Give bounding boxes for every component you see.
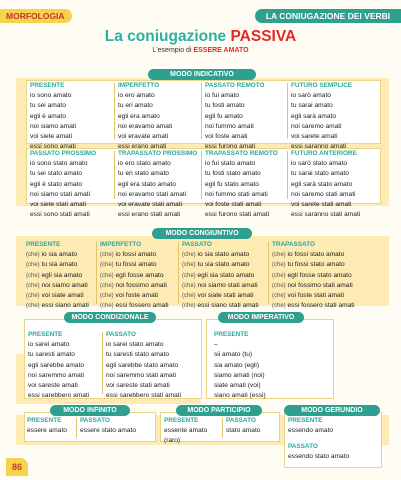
tense-heading: PRESENTE (28, 331, 63, 338)
conjugation-text: essi siano stati amati (197, 302, 259, 310)
conjugation-text: voi siete stati amati (30, 201, 87, 209)
conjugation-column (164, 416, 207, 447)
conjugation-text: essi furono stati amati (205, 211, 270, 219)
conjugation-text: essi sarebbero amati (28, 392, 90, 400)
conjugation-column (205, 81, 265, 152)
conjugation-row (100, 281, 169, 291)
conjugation-text: voi eravate stati amati (118, 201, 183, 209)
conjugation-row (288, 426, 333, 436)
conjugation-text: (raro) (164, 437, 181, 445)
conjugation-row (205, 180, 278, 190)
che-prefix: (che) (182, 282, 196, 289)
tense-heading: PRESENTE (288, 417, 323, 424)
tense-heading: PASSATO (226, 417, 256, 424)
conjugation-text: io sarei amato (28, 341, 70, 349)
conjugation-text: stato amato (226, 427, 261, 435)
conjugation-row (288, 452, 349, 462)
conjugation-text: essendo amato (288, 427, 334, 435)
che-prefix: (che) (272, 262, 286, 269)
tense-heading: PASSATO REMOTO (205, 82, 265, 89)
conjugation-column (80, 416, 136, 436)
conjugation-column (205, 149, 278, 220)
tense-heading: PRESENTE (26, 241, 61, 248)
conjugation-column (272, 240, 355, 311)
conjugation-column (288, 442, 349, 462)
column-divider (178, 242, 179, 304)
che-prefix: (che) (100, 262, 114, 269)
conjugation-text: tu sia stato amato (197, 261, 250, 269)
che-prefix: (che) (272, 272, 286, 279)
conjugation-text: tu sarai amato (291, 102, 333, 110)
conjugation-row (28, 391, 89, 401)
conjugation-row (100, 301, 169, 311)
conjugation-text: egli sarà stato amato (291, 180, 353, 188)
conjugation-text: egli sia amato (41, 271, 83, 279)
conjugation-text: voi eravate amati (118, 133, 169, 141)
indicativo-label: MODO INDICATIVO (148, 69, 256, 80)
conjugation-text: io fossi stato amato (287, 251, 345, 259)
column-divider (287, 151, 288, 199)
conjugation-row (291, 169, 360, 179)
conjugation-text: egli è stato amato (30, 180, 83, 188)
page-title (0, 28, 401, 46)
conjugation-row (214, 361, 266, 371)
conjugation-row (118, 169, 197, 179)
column-divider (201, 83, 202, 139)
conjugation-text: noi eravamo stati amati (118, 190, 187, 198)
conjugation-text: essi erano amati (118, 143, 167, 151)
conjugation-text: noi siamo amati (41, 281, 88, 289)
conjugation-text: essi siano amati (41, 302, 89, 310)
tense-heading: PASSATO PROSSIMO (30, 150, 97, 157)
conjugation-row (30, 132, 76, 142)
conjugation-text: voi foste amati (115, 292, 159, 300)
conjugation-text: voi siete amati (30, 133, 73, 141)
conjugation-row (30, 159, 96, 169)
conjugation-row (272, 260, 355, 270)
conjugation-row (30, 112, 76, 122)
conjugation-row (272, 281, 355, 291)
tense-heading: PASSATO (182, 241, 212, 248)
che-prefix: (che) (182, 262, 196, 269)
conjugation-text: io sarò amato (291, 92, 331, 100)
conjugation-text: – (214, 341, 218, 349)
conjugation-text: essere stato amato (80, 427, 137, 435)
conjugation-row (226, 426, 260, 436)
tense-heading: TRAPASSATO (272, 241, 315, 248)
conjugation-text: tu saresti amato (28, 351, 75, 359)
column-divider (102, 332, 103, 394)
conjugation-text: tu sia amato (41, 261, 78, 269)
che-prefix: (che) (272, 252, 286, 259)
conjugation-text: voi foste amati (205, 133, 248, 141)
conjugation-text: egli era stato amato (118, 180, 176, 188)
conjugation-row (118, 180, 197, 190)
conjugation-text: io fui amato (205, 92, 240, 100)
conjugation-text: egli sarebbe amato (28, 361, 85, 369)
che-prefix: (che) (100, 272, 114, 279)
conjugation-column (118, 149, 197, 220)
conjugation-row (30, 180, 96, 190)
conjugation-text: voi sarete amati (291, 133, 338, 141)
conjugation-row (100, 260, 169, 270)
conjugation-row (205, 210, 278, 220)
conjugation-row (182, 301, 259, 311)
conjugation-column (28, 330, 89, 401)
conjugation-row (272, 291, 355, 301)
conjugation-column (30, 81, 76, 152)
che-prefix: (che) (272, 282, 286, 289)
conjugation-column (26, 240, 89, 311)
conjugation-row (26, 260, 89, 270)
conjugation-row (100, 291, 169, 301)
participio-label: MODO PARTICIPIO (176, 405, 262, 416)
conjugation-text: egli sarà amato (291, 112, 337, 120)
conjugation-row (164, 436, 207, 446)
conjugation-row (205, 112, 265, 122)
conjugation-row (100, 250, 169, 260)
conjugation-row (118, 159, 197, 169)
conjugation-row (291, 101, 352, 111)
conjugation-row (80, 426, 136, 436)
subtitle-prefix: L'esempio di (152, 47, 194, 54)
conjugation-text: essente amato (164, 427, 208, 435)
conjugation-row (291, 180, 360, 190)
conjugation-text: essi saranno amati (291, 143, 347, 151)
conjugation-text: egli è amato (30, 112, 66, 120)
conjugation-row (28, 340, 89, 350)
conjugation-row (26, 301, 89, 311)
conjugation-row (106, 391, 181, 401)
conjugation-row (118, 190, 197, 200)
conjugation-text: io fui stato amato (205, 160, 256, 168)
conjugation-row (118, 132, 172, 142)
conjugation-row (106, 361, 181, 371)
conjugation-text: tu eri stato amato (118, 170, 169, 178)
conjugation-row (118, 200, 197, 210)
conjugation-text: egli sia stato amato (197, 271, 255, 279)
infinito-label: MODO INFINITO (50, 405, 130, 416)
conjugation-text: essi fossero stati amati (287, 302, 355, 310)
conjugation-text: voi siate amati (41, 292, 84, 300)
conjugation-row (214, 371, 266, 381)
conjugation-text: siano amati (essi) (214, 392, 266, 400)
conjugation-text: voi sareste stati amati (106, 382, 170, 390)
conjugation-text: voi sarete stati amati (291, 201, 352, 209)
tense-heading: TRAPASSATO REMOTO (205, 150, 278, 157)
conjugation-text: noi eravamo amati (118, 122, 173, 130)
condizionale-label: MODO CONDIZIONALE (64, 312, 156, 323)
conjugation-text: noi saremo amati (291, 122, 342, 130)
subtitle-verb: ESSERE AMATO (193, 47, 249, 54)
conjugation-row (30, 190, 96, 200)
che-prefix: (che) (182, 272, 196, 279)
conjugation-text: noi siamo amati (30, 122, 77, 130)
conjugation-text: essi erano stati amati (118, 211, 181, 219)
conjugation-row (205, 122, 265, 132)
conjugation-text: io sia amato (41, 251, 78, 259)
conjugation-row (106, 381, 181, 391)
column-divider (287, 83, 288, 139)
conjugation-row (214, 350, 266, 360)
column-divider (268, 242, 269, 304)
conjugation-row (106, 371, 181, 381)
conjugation-text: tu fossi stato amato (287, 261, 345, 269)
conjugation-text: egli sarebbe stato amato (106, 361, 179, 369)
conjugation-row (205, 169, 278, 179)
conjugation-row (182, 260, 259, 270)
conjugation-text: noi fossimo amati (115, 281, 167, 289)
tense-heading: PRESENTE (27, 417, 62, 424)
conjugation-row (30, 91, 76, 101)
conjugation-row (26, 271, 89, 281)
conjugation-column (100, 240, 169, 311)
tense-heading: IMPERFETTO (118, 82, 160, 89)
conjugation-row (30, 200, 96, 210)
conjugation-text: tu sei amato (30, 102, 66, 110)
conjugation-text: egli fosse amato (115, 271, 164, 279)
conjugation-row (118, 91, 172, 101)
conjugation-row (26, 291, 89, 301)
conjugation-text: sia amato (egli) (214, 361, 260, 369)
conjugation-text: io sia stato amato (197, 251, 250, 259)
title-part2: PASSIVA (230, 28, 297, 45)
conjugation-row (291, 200, 360, 210)
conjugation-text: noi fummo amati (205, 122, 254, 130)
conjugation-column (214, 330, 266, 401)
conjugation-column (182, 240, 259, 311)
conjugation-row (182, 281, 259, 291)
title-part1: La coniugazione (104, 28, 231, 45)
che-prefix: (che) (26, 252, 40, 259)
conjugation-row (30, 169, 96, 179)
tense-heading: IMPERFETTO (100, 241, 142, 248)
conjugation-text: io ero stato amato (118, 160, 171, 168)
conjugation-text: essi sarebbero stati amati (106, 392, 182, 400)
conjugation-row (214, 340, 266, 350)
conjugation-row (100, 271, 169, 281)
column-divider (96, 242, 97, 304)
che-prefix: (che) (100, 293, 114, 300)
che-prefix: (che) (26, 262, 40, 269)
conjugation-row (118, 112, 172, 122)
conjugation-text: tu sarai stato amato (291, 170, 349, 178)
conjugation-column (106, 330, 181, 401)
conjugation-text: tu fossi amato (115, 261, 157, 269)
conjugation-text: noi fossimo stati amati (287, 281, 353, 289)
column-divider (114, 83, 115, 139)
conjugation-column (30, 149, 96, 220)
conjugation-text: essi furono amati (205, 143, 256, 151)
conjugation-text: voi siate stati amati (197, 292, 254, 300)
tense-heading: PASSATO (80, 417, 110, 424)
che-prefix: (che) (182, 303, 196, 310)
conjugation-text: io sono amato (30, 92, 72, 100)
conjugation-row (118, 210, 197, 220)
che-prefix: (che) (100, 282, 114, 289)
conjugation-row (164, 426, 207, 436)
conjugation-text: egli fu amato (205, 112, 243, 120)
conjugation-row (118, 122, 172, 132)
conjugation-row (30, 210, 96, 220)
conjugation-row (272, 250, 355, 260)
conjugation-text: siamo amati (noi) (214, 371, 265, 379)
conjugation-text: sii amato (tu) (214, 351, 253, 359)
tense-heading: PASSATO (288, 443, 318, 450)
column-divider (222, 418, 223, 438)
conjugation-row (205, 200, 278, 210)
conjugation-row (205, 91, 265, 101)
conjugation-row (205, 190, 278, 200)
conjugation-column (27, 416, 67, 436)
conjugation-row (291, 91, 352, 101)
che-prefix: (che) (26, 272, 40, 279)
conjugation-text: voi foste stati amati (287, 292, 344, 300)
conjugation-row (118, 101, 172, 111)
che-prefix: (che) (182, 293, 196, 300)
column-divider (76, 418, 77, 438)
conjugation-row (214, 391, 266, 401)
conjugation-row (291, 122, 352, 132)
tense-heading: FUTURO SEMPLICE (291, 82, 353, 89)
conjugation-text: egli fu stato amato (205, 180, 259, 188)
conjugation-row (106, 350, 181, 360)
conjugation-text: essi sono amati (30, 143, 76, 151)
conjugation-row (291, 210, 360, 220)
conjugation-row (28, 361, 89, 371)
conjugation-row (182, 291, 259, 301)
conjugation-text: noi siamo stati amati (30, 190, 91, 198)
conjugation-row (30, 122, 76, 132)
page-number: 86 (6, 458, 28, 476)
conjugation-row (205, 159, 278, 169)
congiuntivo-label: MODO CONGIUNTIVO (152, 228, 252, 239)
conjugation-row (27, 426, 67, 436)
conjugation-row (291, 159, 360, 169)
conjugation-text: io sono stato amato (30, 160, 88, 168)
column-divider (114, 151, 115, 199)
conjugation-row (205, 101, 265, 111)
conjugation-text: voi sareste amati (28, 382, 78, 390)
che-prefix: (che) (26, 293, 40, 300)
che-prefix: (che) (100, 252, 114, 259)
che-prefix: (che) (272, 303, 286, 310)
conjugation-column (118, 81, 172, 152)
conjugation-text: io sarò stato amato (291, 160, 348, 168)
conjugation-text: essi fossero amati (115, 302, 169, 310)
che-prefix: (che) (100, 303, 114, 310)
conjugation-text: noi saremmo amati (28, 371, 85, 379)
conjugation-row (272, 271, 355, 281)
conjugation-row (182, 250, 259, 260)
conjugation-text: tu saresti stato amato (106, 351, 170, 359)
conjugation-row (30, 101, 76, 111)
conjugation-text: tu eri amato (118, 102, 153, 110)
chapter-tag: LA CONIUGAZIONE DEI VERBI (255, 9, 401, 23)
che-prefix: (che) (26, 282, 40, 289)
conjugation-text: io fossi amato (115, 251, 157, 259)
conjugation-text: noi saremmo stati amati (106, 371, 176, 379)
conjugation-text: egli fosse stato amato (287, 271, 352, 279)
tense-heading: PRESENTE (214, 331, 249, 338)
conjugation-row (28, 350, 89, 360)
conjugation-row (205, 132, 265, 142)
conjugation-row (291, 190, 360, 200)
conjugation-text: siate amati (voi) (214, 382, 261, 390)
tense-heading: PASSATO (106, 331, 136, 338)
conjugation-row (182, 271, 259, 281)
conjugation-column (291, 81, 352, 152)
conjugation-row (214, 381, 266, 391)
conjugation-text: essendo stato amato (288, 453, 350, 461)
section-tag: MORFOLOGIA (0, 9, 72, 23)
conjugation-text: io ero amato (118, 92, 155, 100)
conjugation-text: essi sono stati amati (30, 211, 90, 219)
conjugation-row (106, 340, 181, 350)
conjugation-text: io sarei stato amato (106, 341, 164, 349)
tense-heading: PRESENTE (164, 417, 199, 424)
conjugation-text: noi siamo stati amati (197, 281, 258, 289)
conjugation-column (226, 416, 260, 436)
conjugation-row (28, 381, 89, 391)
conjugation-text: tu fosti stato amato (205, 170, 261, 178)
conjugation-row (26, 250, 89, 260)
conjugation-text: noi fummo stati amati (205, 190, 268, 198)
che-prefix: (che) (182, 252, 196, 259)
conjugation-column (291, 149, 360, 220)
column-divider (201, 151, 202, 199)
imperativo-label: MODO IMPERATIVO (218, 312, 304, 323)
conjugation-row (272, 301, 355, 311)
conjugation-text: tu sei stato amato (30, 170, 83, 178)
conjugation-text: voi foste stati amati (205, 201, 262, 209)
conjugation-row (291, 132, 352, 142)
conjugation-text: tu fosti amato (205, 102, 245, 110)
conjugation-text: essere amato (27, 427, 67, 435)
gerundio-label: MODO GERUNDIO (284, 405, 380, 416)
conjugation-row (291, 112, 352, 122)
conjugation-text: essi saranno stati amati (291, 211, 361, 219)
che-prefix: (che) (26, 303, 40, 310)
page-subtitle (0, 47, 401, 54)
conjugation-text: noi saremo stati amati (291, 190, 356, 198)
tense-heading: PRESENTE (30, 82, 65, 89)
tense-heading: TRAPASSATO PROSSIMO (118, 150, 198, 157)
conjugation-row (26, 281, 89, 291)
che-prefix: (che) (272, 293, 286, 300)
conjugation-column (288, 416, 333, 436)
conjugation-row (28, 371, 89, 381)
tense-heading: FUTURO ANTERIORE (291, 150, 357, 157)
conjugation-text: egli era amato (118, 112, 160, 120)
